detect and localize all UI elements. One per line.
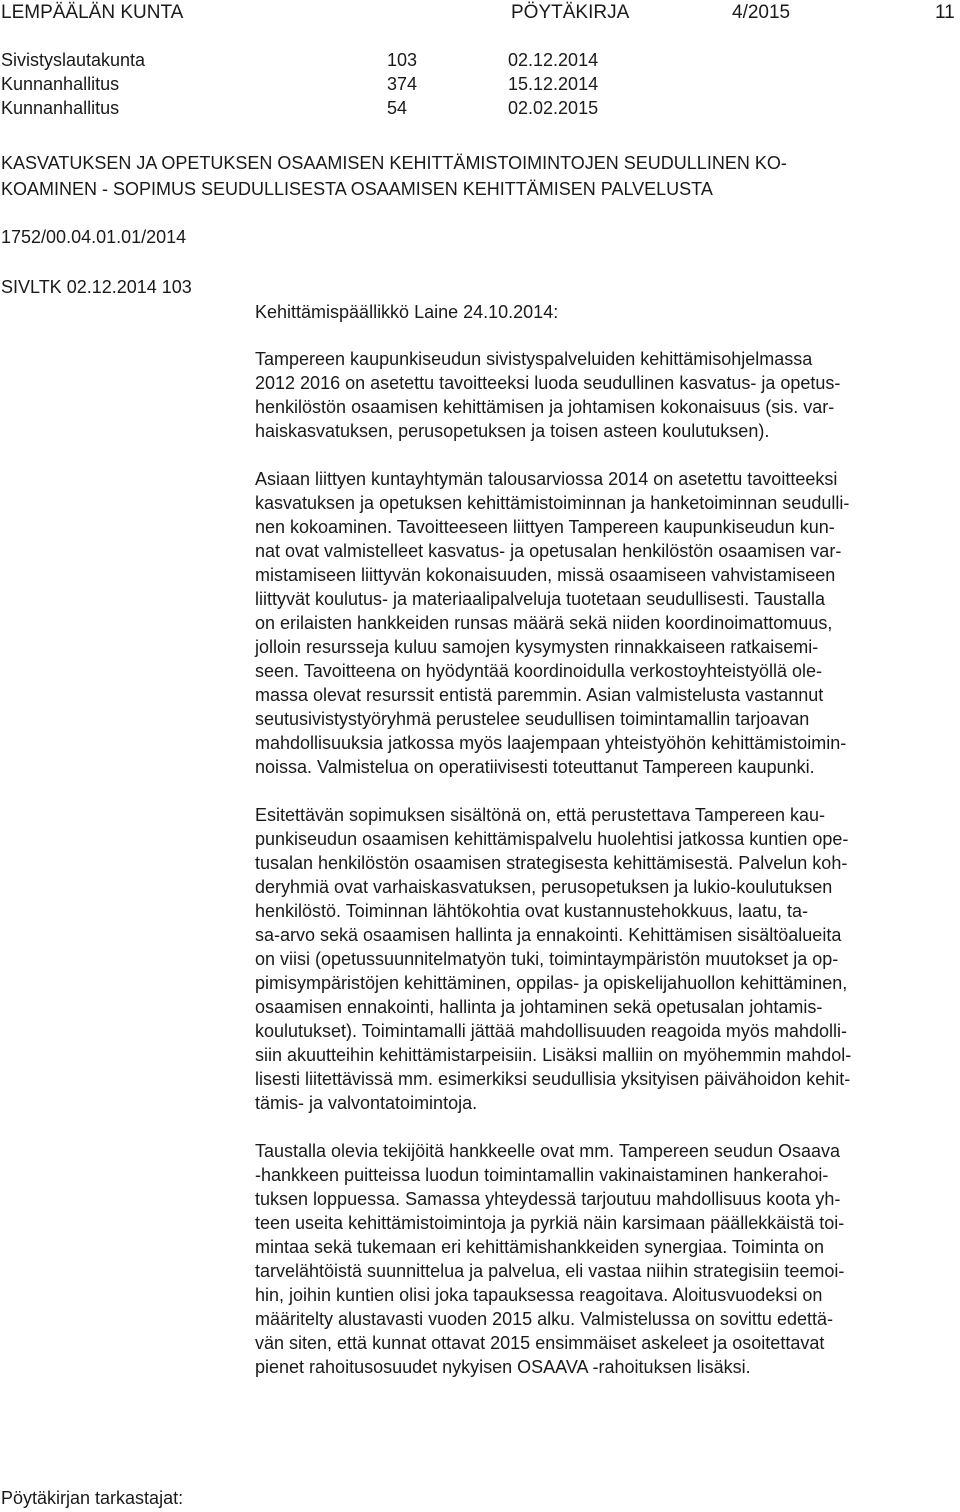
municipality-name: LEMPÄÄLÄN KUNTA bbox=[1, 2, 184, 23]
meeting-number: 374 bbox=[387, 74, 418, 94]
text-line: kasvatuksen ja opetuksen kehittämistoiminnan ja hanketoiminnan seudulli- bbox=[255, 493, 850, 513]
text-line: määritelty alustavasti vuoden 2015 alku. Valmistelussa on sovittu edettä- bbox=[255, 1309, 833, 1329]
minutes-checkers-label: Pöytäkirjan tarkastajat: bbox=[1, 1488, 184, 1508]
text-line: mistamiseen liittyvän kokonaisuuden, missä osaamiseen vahvistamiseen bbox=[255, 565, 836, 585]
meeting-number: 103 bbox=[387, 50, 418, 70]
meeting-date: 02.02.2015 bbox=[508, 98, 599, 118]
paragraph bbox=[255, 1139, 851, 1379]
meeting-body: Sivistyslautakunta bbox=[1, 50, 146, 70]
page-number: 11 bbox=[935, 2, 955, 23]
meeting-number: 54 bbox=[387, 98, 408, 118]
body-text bbox=[255, 347, 851, 1403]
text-line: mahdollisuuksia jatkossa myös laajempaan yhteistyöhön kehittämistoimin- bbox=[255, 733, 847, 753]
text-line: massa olevat resurssit entistä paremmin. Asian valmistelusta vastannut bbox=[255, 685, 824, 705]
text-line: nat ovat valmistelleet kasvatus- ja opetusalan henkilöstön osaamisen var- bbox=[255, 541, 842, 561]
text-line: on erilaisten hankkeiden runsas määrä sekä niiden koordinoimattomuus, bbox=[255, 613, 833, 633]
title-line: KOAMINEN - SOPIMUS SEUDULLISESTA OSAAMISEN KEHITTÄMISEN PALVELUSTA bbox=[1, 179, 713, 199]
text-line: vän siten, että kunnat ottavat 2015 ensimmäiset askeleet ja osoitettavat bbox=[255, 1333, 825, 1353]
paragraph bbox=[255, 347, 851, 443]
text-line: 2012 2016 on asetettu tavoitteeksi luoda seudullinen kasvatus- ja opetus- bbox=[255, 373, 841, 393]
presenter-line: Kehittämispäällikkö Laine 24.10.2014: bbox=[255, 302, 559, 322]
text-line: siin akuutteihin kehittämistarpeisiin. Lisäksi malliin on myöhemmin mahdol- bbox=[255, 1045, 852, 1065]
text-line: seutusivistystyöryhmä perustelee seudullisen toimintamallin tarjoavan bbox=[255, 709, 810, 729]
text-line: teen useita kehittämistoimintoja ja pyrkiä näin karsimaan päällekkäistä toi- bbox=[255, 1213, 845, 1233]
text-line: liittyvät koulutus- ja materiaalipalveluja tuotetaan seudullisesti. Taustalla bbox=[255, 589, 825, 609]
text-line: -hankkeen puitteissa luodun toimintamallin vakinaistaminen hankerahoi- bbox=[255, 1165, 829, 1185]
text-line: noissa. Valmistelua on operatiivisesti toteuttanut Tampereen kaupunki. bbox=[255, 757, 815, 777]
meeting-date: 02.12.2014 bbox=[508, 50, 599, 70]
text-line: Esitettävän sopimuksen sisältönä on, että perustettava Tampereen kau- bbox=[255, 805, 825, 825]
document-title bbox=[1, 150, 787, 202]
text-line: nen kokoaminen. Tavoitteeseen liittyen Tampereen kaupunkiseudun kun- bbox=[255, 517, 835, 537]
text-line: sa-arvo sekä osaamisen hallinta ja ennakointi. Kehittämisen sisältöalueita bbox=[255, 925, 842, 945]
text-line: haiskasvatuksen, perusopetuksen ja toisen asteen koulutuksen). bbox=[255, 421, 770, 441]
text-line: Tampereen kaupunkiseudun sivistyspalveluiden kehittämisohjelmassa bbox=[255, 349, 813, 369]
text-line: koulutukset). Toimintamalli jättää mahdollisuuden reagoida myös mahdolli- bbox=[255, 1021, 847, 1041]
text-line: jolloin resursseja kuluu samojen kysymysten rinnakkaiseen ratkaisemi- bbox=[255, 637, 819, 657]
meeting-date: 15.12.2014 bbox=[508, 74, 599, 94]
text-line: seen. Tavoitteena on hyödyntää koordinoidulla verkostoyhteistyöllä ole- bbox=[255, 661, 823, 681]
text-line: henkilöstö. Toiminnan lähtökohtia ovat kustannustehokkuus, laatu, ta- bbox=[255, 901, 809, 921]
text-line: deryhmiä ovat varhaiskasvatuksen, perusopetuksen ja lukio-koulutuksen bbox=[255, 877, 833, 897]
text-line: punkiseudun osaamisen kehittämispalvelu huolehtisi jatkossa kuntien ope- bbox=[255, 829, 849, 849]
text-line: on viisi (opetussuunnitelmatyön tuki, toimintaympäristön muutokset ja op- bbox=[255, 949, 839, 969]
text-line: pienet rahoitusosuudet nykyisen OSAAVA -rahoituksen lisäksi. bbox=[255, 1357, 751, 1377]
document-issue: 4/2015 bbox=[732, 2, 791, 23]
text-line: tarvelähtöistä suunnittelua ja palvelua, eli vastaa niihin strategisiin teemoi- bbox=[255, 1261, 845, 1281]
title-line: KASVATUKSEN JA OPETUKSEN OSAAMISEN KEHITTÄMISTOIMINTOJEN SEUDULLINEN KO- bbox=[1, 153, 787, 173]
record-number: 1752/00.04.01.01/2014 bbox=[1, 227, 187, 247]
text-line: henkilöstön osaamisen kehittämisen ja johtamisen kokonaisuus (sis. var- bbox=[255, 397, 835, 417]
session-reference: SIVLTK 02.12.2014 103 bbox=[1, 277, 192, 297]
text-line: osaamisen ennakointi, hallinta ja johtaminen sekä opetusalan johtamis- bbox=[255, 997, 823, 1017]
text-line: Taustalla olevia tekijöitä hankkeelle ovat mm. Tampereen seudun Osaava bbox=[255, 1141, 840, 1161]
text-line: tämis- ja valvontatoimintoja. bbox=[255, 1093, 478, 1113]
paragraph bbox=[255, 803, 851, 1115]
meeting-body: Kunnanhallitus bbox=[1, 74, 120, 94]
meeting-body: Kunnanhallitus bbox=[1, 98, 120, 118]
text-line: Asiaan liittyen kuntayhtymän talousarviossa 2014 on asetettu tavoitteeksi bbox=[255, 469, 838, 489]
text-line: tusalan henkilöstön osaamisen strategisesta kehittämisestä. Palvelun koh- bbox=[255, 853, 848, 873]
document-type: PÖYTÄKIRJA bbox=[511, 2, 630, 23]
paragraph bbox=[255, 467, 851, 779]
text-line: hin, joihin kuntien olisi joka tapauksessa reagoitava. Aloitusvuodeksi on bbox=[255, 1285, 823, 1305]
text-line: lisesti liitettävissä mm. esimerkiksi seudullisia yksityisen päivähoidon kehit- bbox=[255, 1069, 851, 1089]
text-line: tuksen loppuessa. Samassa yhteydessä tarjoutuu mahdollisuus koota yh- bbox=[255, 1189, 841, 1209]
text-line: pimisympäristöjen kehittäminen, oppilas- ja opiskelijahuollon kehittäminen, bbox=[255, 973, 848, 993]
text-line: mintaa sekä tukemaan eri kehittämishankkeiden synergiaa. Toiminta on bbox=[255, 1237, 824, 1257]
